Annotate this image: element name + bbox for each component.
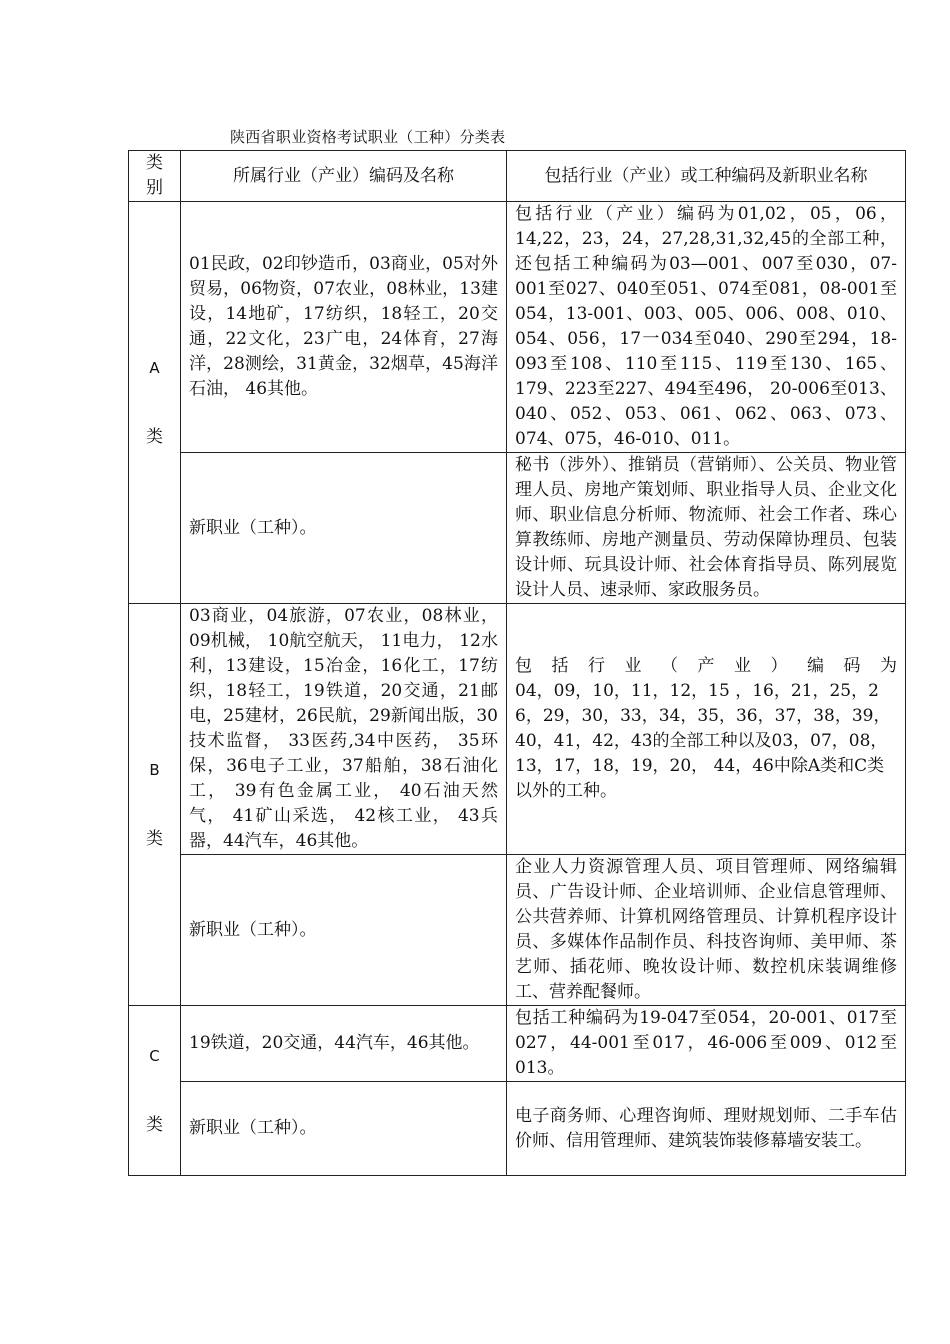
includes-cell: 企业人力资源管理人员、项目管理师、网络编辑员、广告设计师、企业培训师、企业信息管理师、公共营养师、计算机网络管理员、计算机程序设计员、多媒体作品制作员、科技咨询师、美甲师、茶艺师、插花师、晚妆设计师、数控机床装调维修工、营养配餐师。 [507, 855, 906, 1006]
category-letter: A [149, 358, 160, 377]
industry-cell: 新职业（工种）。 [181, 453, 507, 604]
table-row [129, 604, 906, 855]
industry-cell: 19铁道，20交通，44汽车，46其他。 [181, 1006, 507, 1082]
category-letter: C [149, 1046, 160, 1065]
table-row [129, 453, 906, 604]
category-suffix: 类 [146, 828, 163, 849]
table-row [129, 1082, 906, 1176]
header-category-line2: 别 [146, 178, 163, 198]
header-row [129, 151, 906, 202]
includes-cell: 包括工种编码为19-047至054，20-001、017至027，44-001至017，46-006至009、012至013。 [507, 1006, 906, 1082]
includes-first-line: 包括行业（产业）编码为 [515, 656, 897, 676]
category-a-cell [129, 202, 181, 604]
table-row [129, 855, 906, 1006]
includes-cell [507, 604, 906, 855]
header-category-line1: 类 [146, 153, 163, 173]
category-letter: B [149, 760, 160, 779]
category-suffix: 类 [146, 426, 163, 447]
includes-cell: 包括行业（产业）编码为01,02，05，06，14,22，23，24，27,28,31,32,45的全部工种，还包括工种编码为03—001、007至030，07-001至027、040至051、074至081，08-001至054，13-001、003、005、006、008、010、054、056，17一034至040、290至294，18-093至108、110至115、119至130、165、179、223至227、494至496， 20-006至013、040、052、053、061、062、063、073、074、075，46-010、011。 [507, 202, 906, 453]
header-includes: 包括行业（产业）或工种编码及新职业名称 [507, 151, 906, 202]
classification-table [128, 150, 906, 1176]
table-row [129, 1006, 906, 1082]
industry-cell: 新职业（工种）。 [181, 1082, 507, 1176]
header-industry: 所属行业（产业）编码及名称 [181, 151, 507, 202]
includes-rest: 04，09，10，11，12，15 ，16，21，25，26，29，30，33，34，35，36，37，38，39，40，41，42，43的全部工种以及03，07，08，13，17，18，19，20， 44，46中除A类和C类以外的工种。 [515, 681, 891, 801]
includes-cell: 秘书（涉外）、推销员（营销师）、公关员、物业管理人员、房地产策划师、职业指导人员、企业文化师、职业信息分析师、物流师、社会工作者、珠心算教练师、房地产测量员、劳动保障协理员、包装设计师、玩具设计师、社会体育指导员、陈列展览设计人员、速录师、家政服务员。 [507, 453, 906, 604]
category-c-cell [129, 1006, 181, 1176]
category-suffix: 类 [146, 1114, 163, 1135]
category-b-cell [129, 604, 181, 1006]
header-category [129, 151, 181, 202]
industry-cell: 新职业（工种）。 [181, 855, 507, 1006]
table-row [129, 202, 906, 453]
industry-cell: 03商业，04旅游，07农业，08林业，09机械， 10航空航天， 11电力， 12水利，13建设，15冶金，16化工，17纺织，18轻工，19铁道，20交通，21邮电，25建材，26民航，29新闻出版，30技术监督， 33医药,34中医药， 35环保，36电子工业，37船舶，38石油化工， 39有色金属工业， 40石油天然气， 41矿山采选， 42核工业， 43兵器，44汽车，46其他。 [181, 604, 507, 855]
document-title: 陕西省职业资格考试职业（工种）分类表 [230, 128, 506, 146]
industry-cell: 01民政，02印钞造币，03商业，05对外贸易，06物资，07农业，08林业，13建设，14地矿，17纺织，18轻工，20交通，22文化，23广电，24体育，27海洋，28测绘，31黄金，32烟草，45海洋石油， 46其他。 [181, 202, 507, 453]
includes-cell: 电子商务师、心理咨询师、理财规划师、二手车估价师、信用管理师、建筑装饰装修幕墙安装工。 [507, 1082, 906, 1176]
